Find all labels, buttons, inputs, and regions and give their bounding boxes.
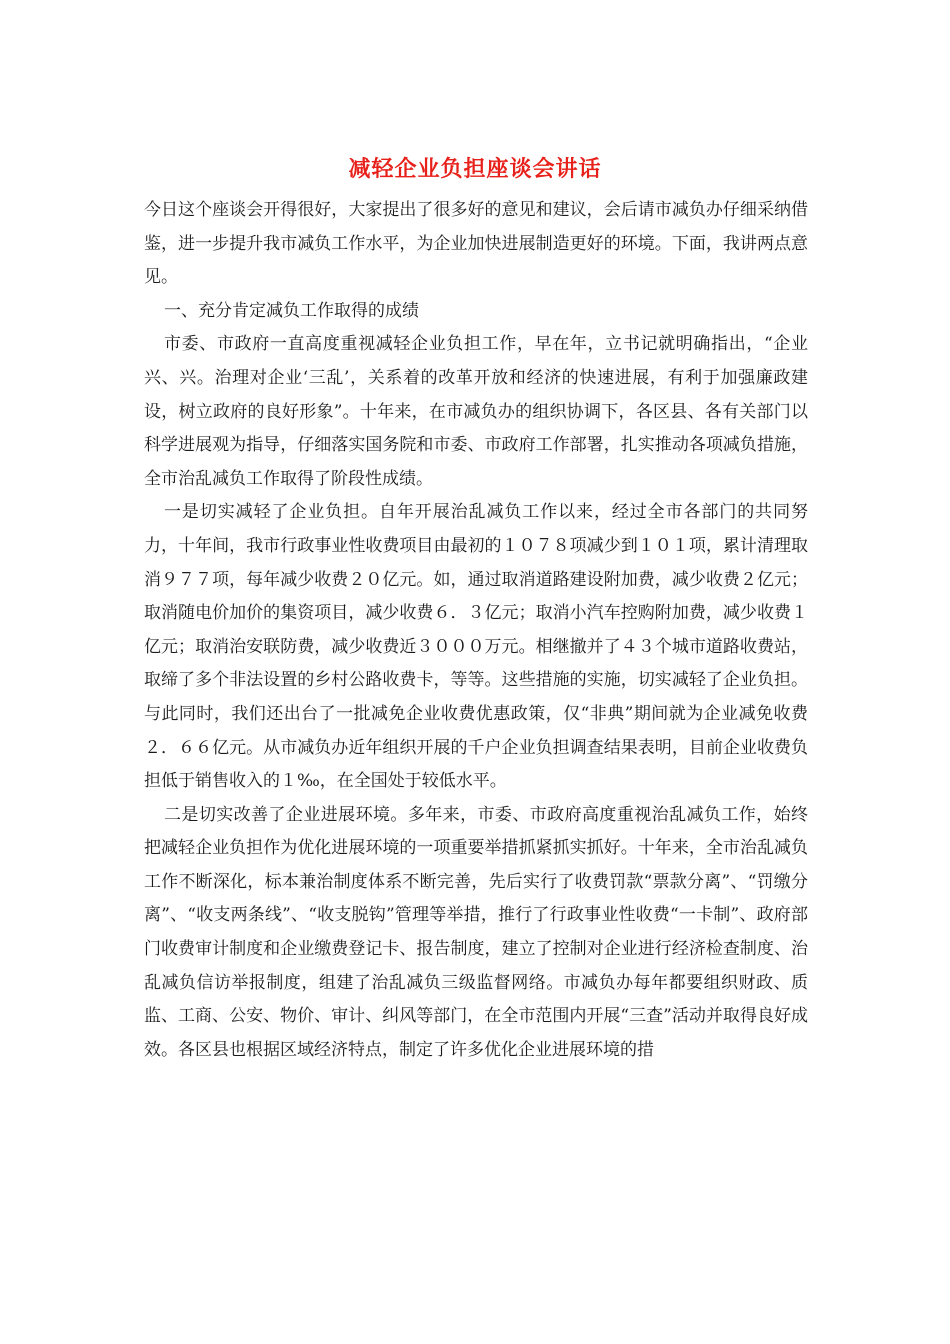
paragraph: 二是切实改善了企业进展环境。多年来，市委、市政府高度重视治乱减负工作，始终把减轻企业负担作为优化进展环境的一项重要举措抓紧抓实抓好。十年来，全市治乱减负工作不断深化，标本兼治制度体系不断完善，先后实行了收费罚款“票款分离”、“罚缴分离”、“收支两条线”、“收支脱钩”管理等举措，推行了行政事业性收费“一卡制”、政府部门收费审计制度和企业缴费登记卡、报告制度，建立了控制对企业进行经济检查制度、治乱减负信访举报制度，组建了治乱减负三级监督网络。市减负办每年都要组织财政、质监、工商、公安、物价、审计、纠风等部门，在全市范围内开展“三查”活动并取得良好成效。各区县也根据区域经济特点，制定了许多优化企业进展环境的措 — [144, 804, 808, 1060]
paragraph: 一是切实减轻了企业负担。自年开展治乱减负工作以来，经过全市各部门的共同努力，十年间，我市行政事业性收费项目由最初的１０７８项减少到１０１项，累计清理取消９７７项，每年减少收费２０亿元。如，通过取消道路建设附加费，减少收费２亿元；取消随电价加价的集资项目，减少收费６．３亿元；取消小汽车控购附加费，减少收费１亿元；取消治安联防费，减少收费近３０００万元。相继撤并了４３个城市道路收费站，取缔了多个非法设置的乡村公路收费卡，等等。这些措施的实施，切实减轻了企业负担。与此同时，我们还出台了一批减免企业收费优惠政策，仅“非典”期间就为企业减免收费２．６６亿元。从市减负办近年组织开展的千户企业负担调查结果表明，目前企业收费负担低于销售收入的１‰，在全国处于较低水平。 — [144, 502, 808, 792]
paragraph-intro: 今日这个座谈会开得很好，大家提出了很多好的意见和建议，会后请市减负办仔细采纳借鉴，进一步提升我市减负工作水平，为企业加快进展制造更好的环境。下面，我讲两点意见。 — [144, 200, 808, 288]
section-heading: 一、充分肯定减负工作取得的成绩 — [164, 300, 419, 321]
document-title: 减轻企业负担座谈会讲话 — [348, 156, 602, 182]
document-body — [144, 194, 808, 1067]
paragraph: 市委、市政府一直高度重视减轻企业负担工作，早在年，立书记就明确指出，“企业兴、兴。治理对企业‘三乱’，关系着的改革开放和经济的快速进展，有利于加强廉政建设，树立政府的良好形象”。十年来，在市减负办的组织协调下，各区县、各有关部门以科学进展观为指导，仔细落实国务院和市委、市政府工作部署，扎实推动各项减负措施，全市治乱减负工作取得了阶段性成绩。 — [144, 334, 808, 489]
